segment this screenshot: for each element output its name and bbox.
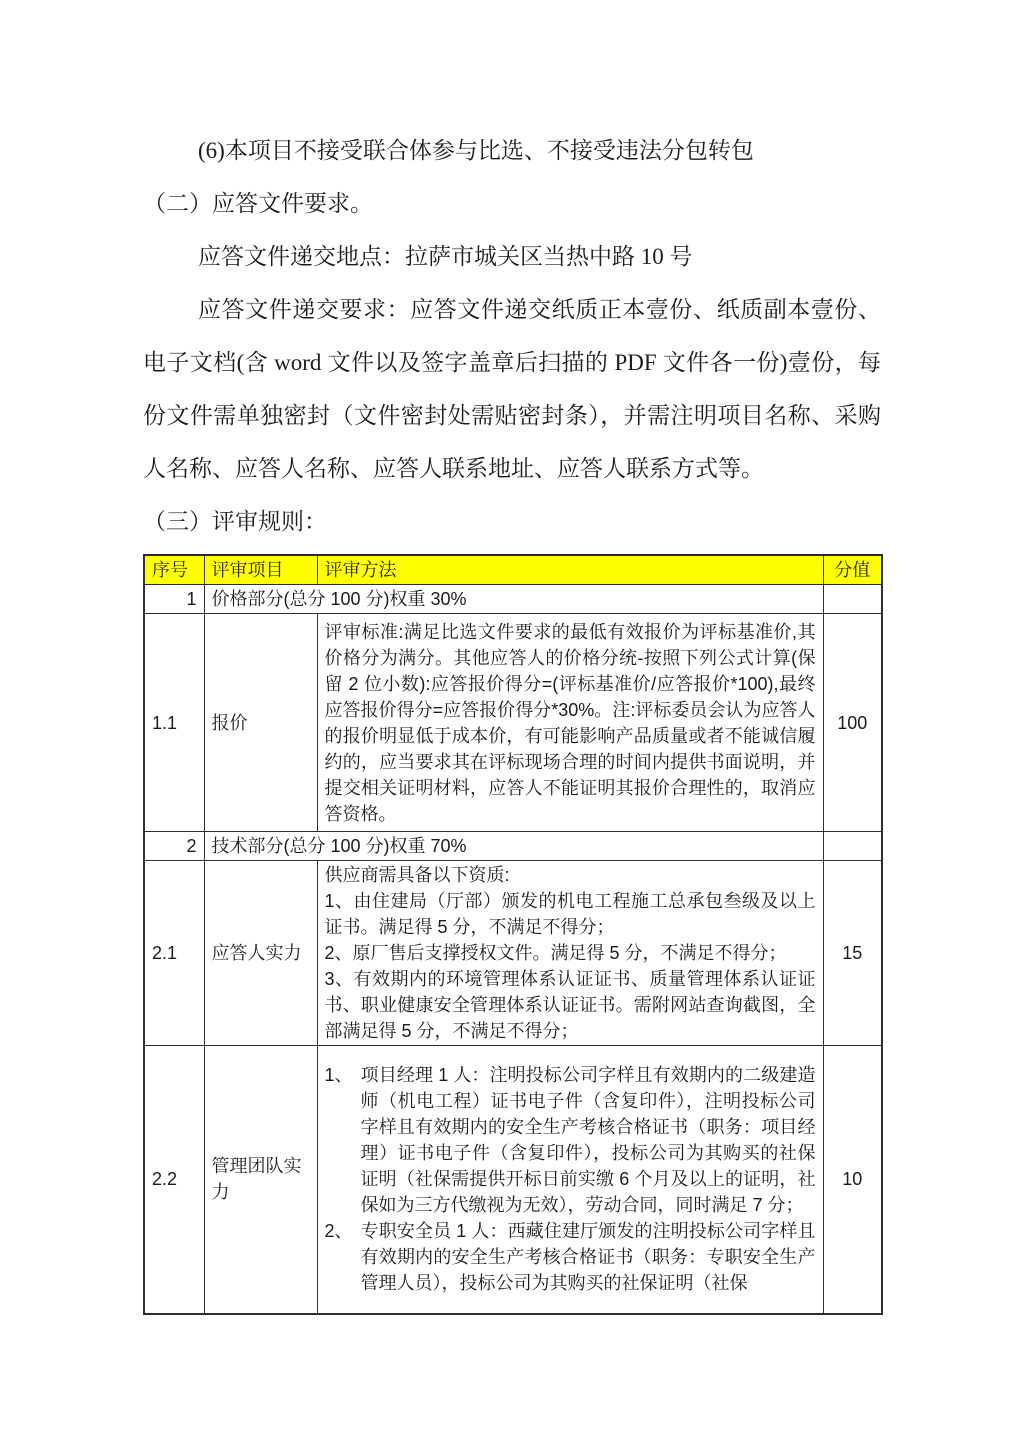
cell-row-no: 1.1	[144, 614, 204, 832]
method-line: 2、原厂售后支撑授权文件。满足得 5 分，不满足不得分；	[324, 943, 787, 963]
cell-section-title: 技术部分(总分 100 分)权重 70%	[204, 832, 823, 861]
table-row-section-price	[144, 585, 882, 614]
method-line: 3、有效期内的环境管理体系认证证书、质量管理体系认证证书、职业健康安全管理体系认证证书。需附网站查询截图，全部满足得 5 分，不满足不得分；	[324, 969, 816, 1041]
cell-review-method	[317, 861, 823, 1046]
paragraph-delivery-requirements: 应答文件递交要求：应答文件递交纸质正本壹份、纸质副本壹份、电子文档(含 word 文件以及签字盖章后扫描的 PDF 文件各一份)壹份，每份文件需单独密封（文件密封处需贴密封条），并需注明项目名称、采购人名称、应答人名称、应答人联系地址、应答人联系方式等。	[143, 297, 881, 481]
method-list-item	[325, 1062, 816, 1218]
cell-section-title: 价格部分(总分 100 分)权重 30%	[204, 585, 823, 614]
cell-row-no: 2.2	[144, 1046, 204, 1314]
table-row-2-2-management-team	[144, 1046, 882, 1314]
method-list-item	[325, 1218, 816, 1296]
list-text: 专职安全员 1 人：西藏住建厅颁发的注明投标公司字样且有效期内的安全生产考核合格证书（职务：专职安全生产管理人员），投标公司为其购买的社保证明（社保	[360, 1221, 816, 1294]
section-heading-3: （三）评审规则：	[143, 509, 327, 534]
cell-score	[823, 585, 882, 614]
cell-row-no: 2.1	[144, 861, 204, 1046]
cell-review-item: 应答人实力	[204, 861, 317, 1046]
cell-review-method: 评审标准:满足比选文件要求的最低有效报价为评标基准价,其价格分为满分。其他应答人的价格分统-按照下列公式计算(保留 2 位小数):应答报价得分=(评标基准价/应答报价*100),最终应答报价得分=应答报价得分*30%。注:评标委员会认为应答人的报价明显低于成本价，有可能影响产品质量或者不能诚信履约的，应当要求其在评标现场合理的时间内提供书面说明，并提交相关证明材料，应答人不能证明其报价合理性的，取消应答资格。	[317, 614, 823, 832]
table-row-1-1-quotation	[144, 614, 882, 832]
header-cell-method: 评审方法	[317, 555, 823, 585]
cell-score: 10	[823, 1046, 882, 1314]
method-line: 供应商需具备以下资质:	[324, 865, 510, 885]
cell-review-method	[317, 1046, 823, 1314]
header-cell-item: 评审项目	[204, 555, 317, 585]
list-text: 项目经理 1 人：注明投标公司字样且有效期内的二级建造师（机电工程）证书电子件（含复印件），注明投标公司字样且有效期内的安全生产考核合格证书（职务：项目经理）证书电子件（含复印件），投标公司为其购买的社保证明（社保需提供开标日前实缴 6 个月及以上的证明，社保如为三方代缴视为无效），劳动合同，同时满足 7 分；	[360, 1065, 816, 1216]
header-cell-no: 序号	[144, 555, 204, 585]
evaluation-rules-table	[143, 554, 883, 1315]
cell-review-item: 报价	[204, 614, 317, 832]
table-row-2-1-respondent-strength	[144, 861, 882, 1046]
table-header-row	[144, 555, 882, 585]
paragraph-item-6: (6)本项目不接受联合体参与比选、不接受违法分包转包	[198, 138, 754, 163]
cell-row-no: 1	[144, 585, 204, 614]
method-line: 1、由住建局（厅部）颁发的机电工程施工总承包叁级及以上证书。满足得 5 分，不满足不得分；	[324, 891, 816, 937]
cell-score	[823, 832, 882, 861]
cell-row-no: 2	[144, 832, 204, 861]
cell-score: 15	[823, 861, 882, 1046]
cell-review-item: 管理团队实力	[204, 1046, 317, 1314]
document-content	[143, 124, 881, 1315]
paragraph-delivery-address: 应答文件递交地点：拉萨市城关区当热中路 10 号	[198, 244, 693, 269]
table-row-section-technical	[144, 832, 882, 861]
header-cell-score: 分值	[823, 555, 882, 585]
list-marker: 2、	[324, 1221, 353, 1242]
cell-score: 100	[823, 614, 882, 832]
list-marker: 1、	[324, 1065, 353, 1086]
section-heading-2: （二）应答文件要求。	[143, 191, 373, 216]
